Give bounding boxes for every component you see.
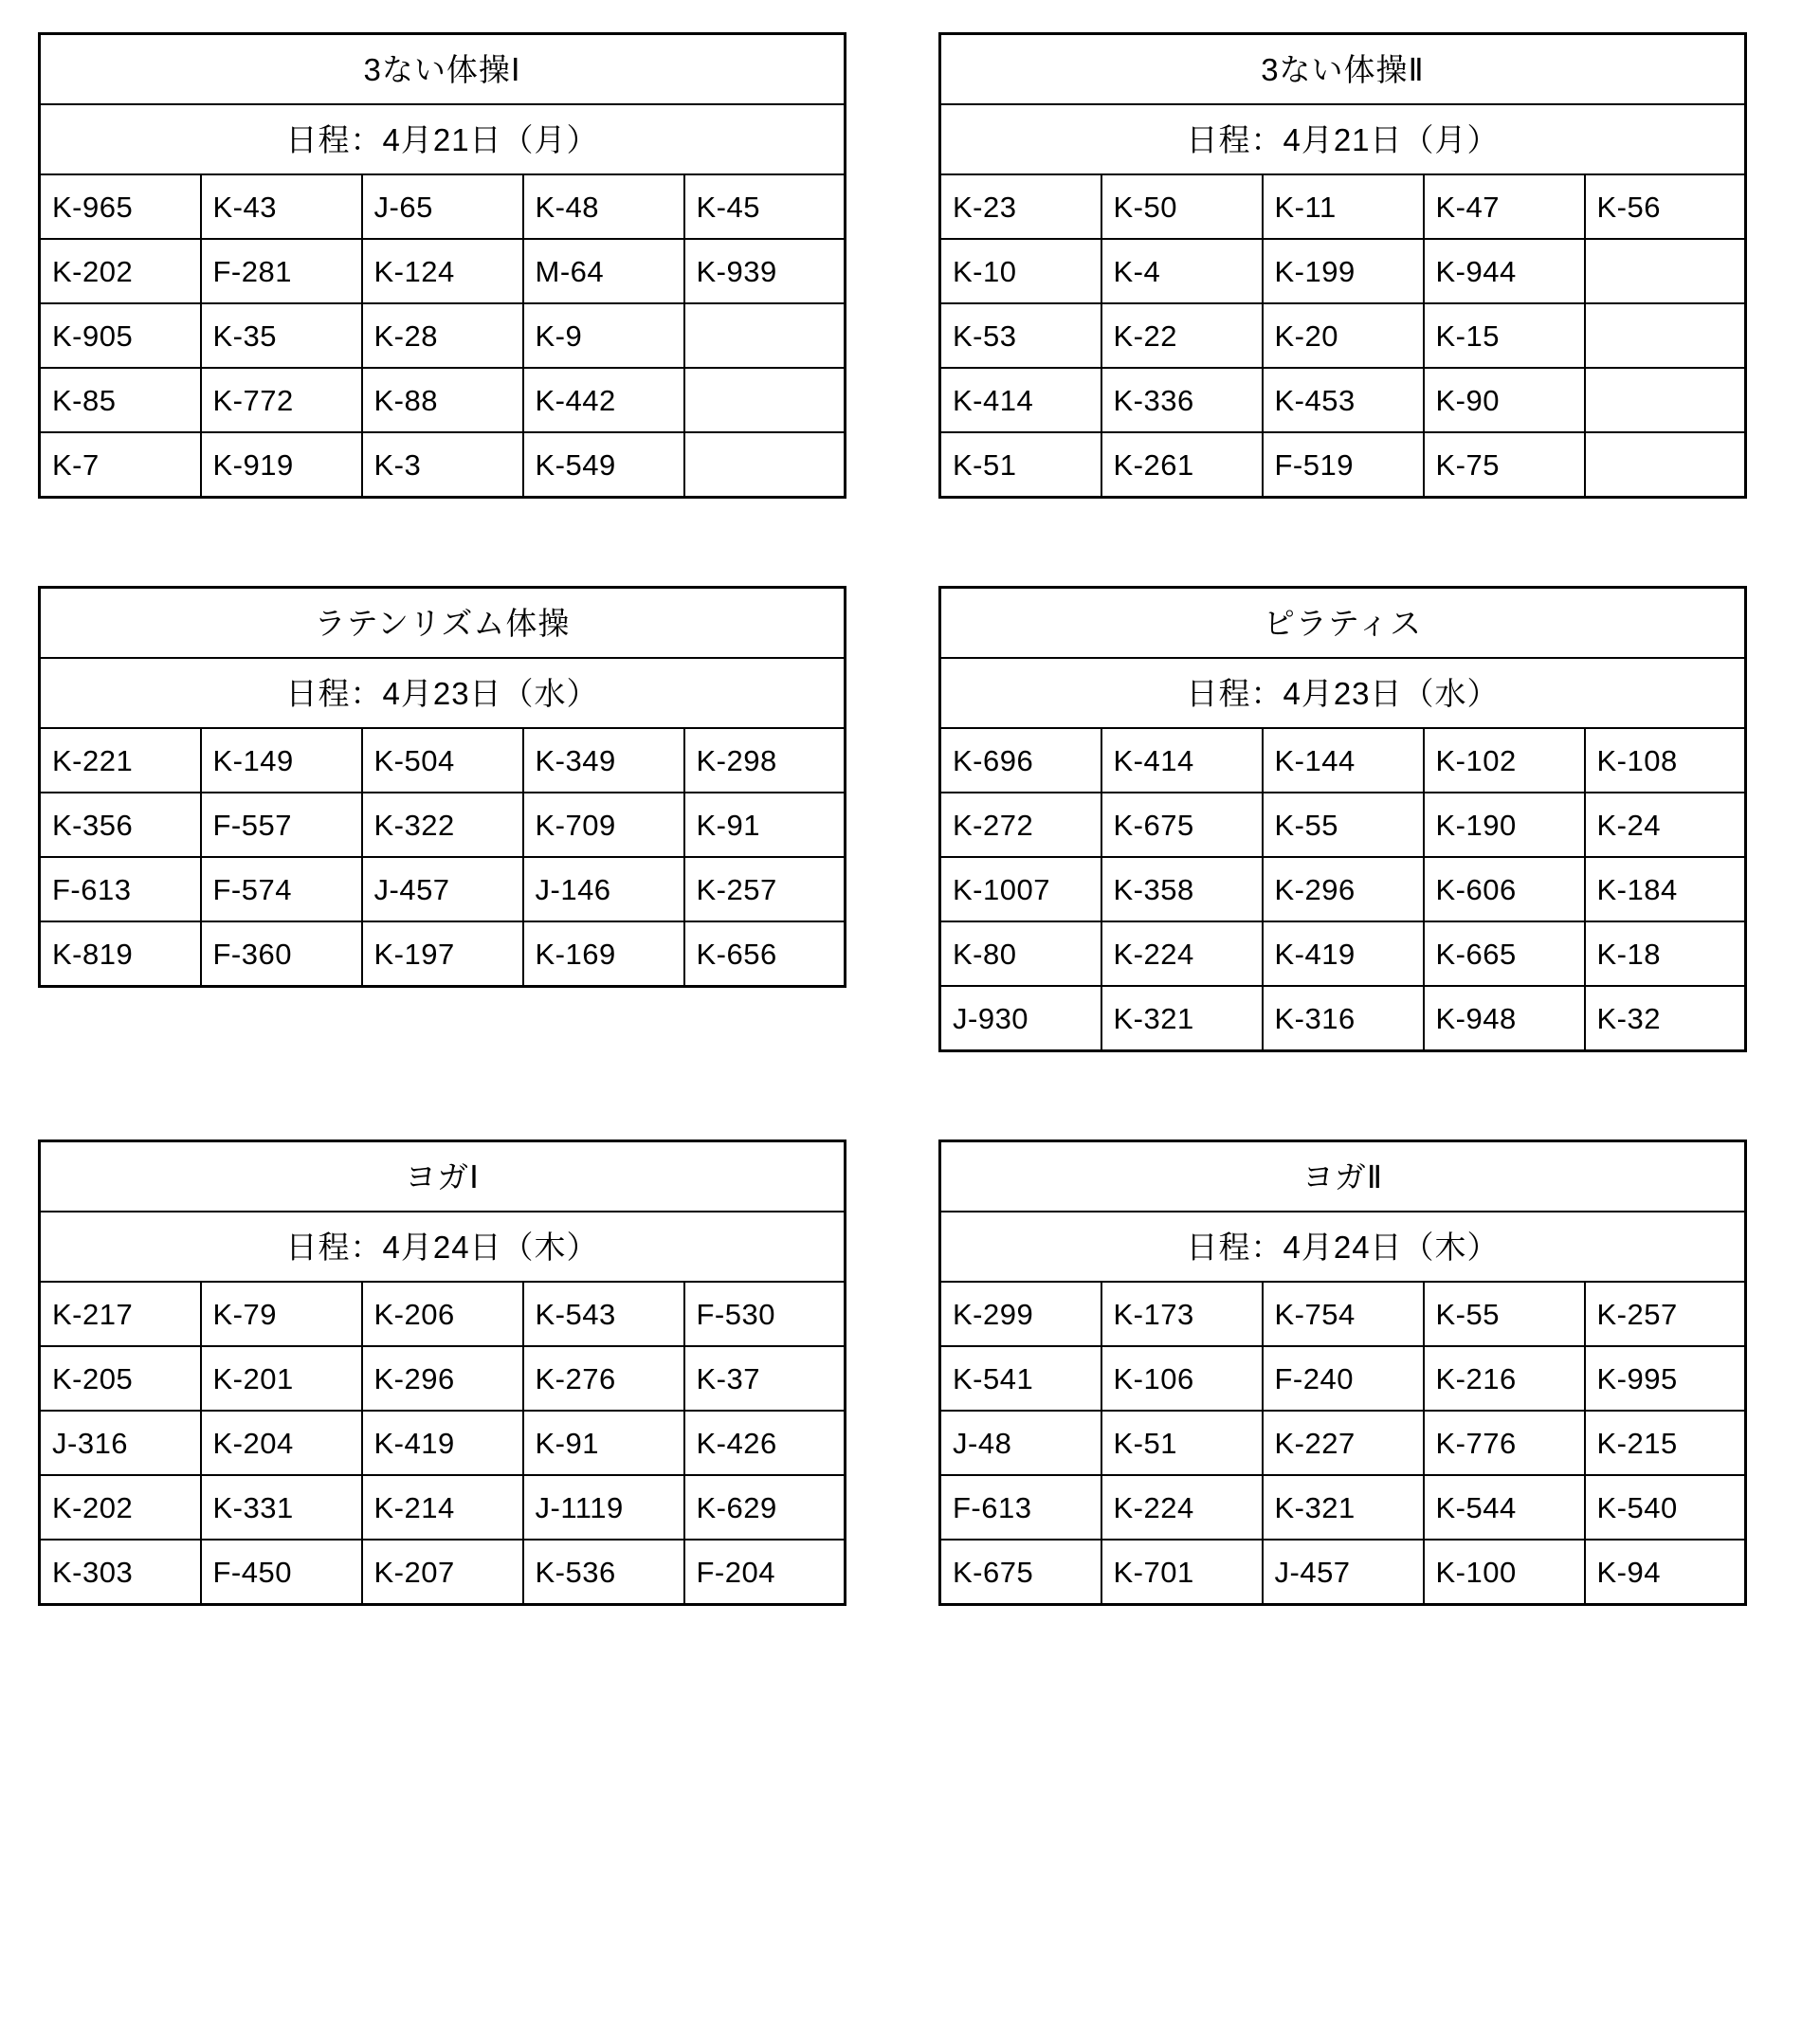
table-row — [940, 728, 1746, 793]
table-cell: J-457 — [1263, 1540, 1424, 1605]
table-cell: K-276 — [523, 1346, 684, 1411]
schedule-card — [38, 586, 844, 1052]
table-cell: F-613 — [940, 1475, 1101, 1540]
table-cell: K-94 — [1585, 1540, 1746, 1605]
table-schedule: 日程：4月23日（水） — [940, 658, 1746, 728]
table-cell: F-530 — [684, 1282, 846, 1346]
table-row — [40, 1282, 846, 1346]
table-row — [40, 174, 846, 239]
table-cell: K-91 — [523, 1411, 684, 1475]
table-cell: K-144 — [1263, 728, 1424, 793]
table-row — [940, 303, 1746, 368]
table-cell: K-665 — [1424, 921, 1585, 986]
table-cell: K-772 — [201, 368, 362, 432]
table-cell: K-709 — [523, 793, 684, 857]
table-title: 3ない体操Ⅱ — [940, 34, 1746, 105]
schedule-table — [938, 1140, 1747, 1606]
table-title-row — [40, 34, 846, 105]
table-cell: F-613 — [40, 857, 201, 921]
table-cell: K-79 — [201, 1282, 362, 1346]
schedule-card — [38, 1140, 844, 1606]
table-cell: K-47 — [1424, 174, 1585, 239]
table-cell: F-519 — [1263, 432, 1424, 498]
table-cell: K-106 — [1101, 1346, 1263, 1411]
table-cell: K-190 — [1424, 793, 1585, 857]
table-cell-empty — [684, 303, 846, 368]
table-cell: K-55 — [1424, 1282, 1585, 1346]
table-schedule-row — [940, 1212, 1746, 1282]
schedule-card — [938, 32, 1744, 499]
table-cell: K-701 — [1101, 1540, 1263, 1605]
table-cell: K-298 — [684, 728, 846, 793]
table-cell: J-65 — [362, 174, 523, 239]
table-cell: K-754 — [1263, 1282, 1424, 1346]
table-row — [40, 857, 846, 921]
table-cell: K-227 — [1263, 1411, 1424, 1475]
table-cell: K-939 — [684, 239, 846, 303]
table-cell: K-214 — [362, 1475, 523, 1540]
table-cell: K-202 — [40, 239, 201, 303]
table-cell: K-53 — [940, 303, 1101, 368]
table-cell: K-536 — [523, 1540, 684, 1605]
table-cell: K-426 — [684, 1411, 846, 1475]
table-schedule-row — [940, 104, 1746, 174]
table-cell: K-207 — [362, 1540, 523, 1605]
table-cell: K-173 — [1101, 1282, 1263, 1346]
table-cell: K-216 — [1424, 1346, 1585, 1411]
table-schedule-row — [40, 658, 846, 728]
table-cell: K-419 — [362, 1411, 523, 1475]
table-cell: K-629 — [684, 1475, 846, 1540]
table-title: ラテンリズム体操 — [40, 588, 846, 659]
table-title: 3ない体操Ⅰ — [40, 34, 846, 105]
table-title-row — [940, 34, 1746, 105]
table-cell: K-948 — [1424, 986, 1585, 1051]
table-cell: J-457 — [362, 857, 523, 921]
table-cell: K-24 — [1585, 793, 1746, 857]
table-cell: K-349 — [523, 728, 684, 793]
table-cell: K-299 — [940, 1282, 1101, 1346]
table-cell: K-206 — [362, 1282, 523, 1346]
table-cell: K-124 — [362, 239, 523, 303]
table-cell: K-23 — [940, 174, 1101, 239]
table-cell: K-202 — [40, 1475, 201, 1540]
table-cell: K-656 — [684, 921, 846, 987]
table-cell: K-43 — [201, 174, 362, 239]
table-cell: K-543 — [523, 1282, 684, 1346]
table-cell: K-51 — [940, 432, 1101, 498]
table-row — [940, 793, 1746, 857]
table-cell: K-85 — [40, 368, 201, 432]
table-cell: K-995 — [1585, 1346, 1746, 1411]
table-row — [940, 921, 1746, 986]
table-cell: K-453 — [1263, 368, 1424, 432]
table-cell: K-442 — [523, 368, 684, 432]
table-cell: K-414 — [1101, 728, 1263, 793]
table-row — [940, 174, 1746, 239]
table-cell: K-544 — [1424, 1475, 1585, 1540]
table-cell: K-336 — [1101, 368, 1263, 432]
table-schedule-row — [40, 1212, 846, 1282]
table-cell: K-321 — [1263, 1475, 1424, 1540]
table-cell: F-574 — [201, 857, 362, 921]
table-title-row — [940, 1141, 1746, 1212]
table-cell: K-199 — [1263, 239, 1424, 303]
table-schedule-row — [940, 658, 1746, 728]
table-cell: K-819 — [40, 921, 201, 987]
table-cell: K-100 — [1424, 1540, 1585, 1605]
schedule-card — [938, 1140, 1744, 1606]
table-title-row — [40, 1141, 846, 1212]
table-cell: K-419 — [1263, 921, 1424, 986]
table-row — [40, 1346, 846, 1411]
table-cell: K-15 — [1424, 303, 1585, 368]
schedule-table — [38, 32, 846, 499]
table-cell: J-146 — [523, 857, 684, 921]
table-row — [40, 239, 846, 303]
table-row — [940, 1540, 1746, 1605]
table-cell: K-504 — [362, 728, 523, 793]
table-schedule: 日程：4月21日（月） — [940, 104, 1746, 174]
table-cell: K-51 — [1101, 1411, 1263, 1475]
table-cell: K-905 — [40, 303, 201, 368]
table-cell: K-18 — [1585, 921, 1746, 986]
schedule-table — [938, 32, 1747, 499]
table-row — [40, 303, 846, 368]
table-cell: K-261 — [1101, 432, 1263, 498]
table-cell: F-557 — [201, 793, 362, 857]
table-cell: K-184 — [1585, 857, 1746, 921]
table-cell: K-696 — [940, 728, 1101, 793]
table-cell: K-201 — [201, 1346, 362, 1411]
table-row — [940, 368, 1746, 432]
table-cell: K-75 — [1424, 432, 1585, 498]
table-cell: K-169 — [523, 921, 684, 987]
table-cell: K-316 — [1263, 986, 1424, 1051]
table-schedule: 日程：4月21日（月） — [40, 104, 846, 174]
table-cell: K-776 — [1424, 1411, 1585, 1475]
table-cell: K-9 — [523, 303, 684, 368]
table-cell: K-944 — [1424, 239, 1585, 303]
table-cell: K-35 — [201, 303, 362, 368]
table-cell-empty — [1585, 239, 1746, 303]
table-cell: K-197 — [362, 921, 523, 987]
table-title-row — [40, 588, 846, 659]
table-cell: K-10 — [940, 239, 1101, 303]
schedule-card — [38, 32, 844, 499]
table-cell-empty — [1585, 432, 1746, 498]
table-cell: K-108 — [1585, 728, 1746, 793]
table-title: ヨガⅡ — [940, 1141, 1746, 1212]
table-cell: K-56 — [1585, 174, 1746, 239]
table-cell-empty — [684, 368, 846, 432]
table-cell: K-414 — [940, 368, 1101, 432]
table-row — [40, 1540, 846, 1605]
table-row — [940, 239, 1746, 303]
table-cell: K-303 — [40, 1540, 201, 1605]
table-cell: K-257 — [684, 857, 846, 921]
table-cell: K-549 — [523, 432, 684, 498]
table-cell: K-224 — [1101, 1475, 1263, 1540]
table-row — [40, 368, 846, 432]
table-cell: K-204 — [201, 1411, 362, 1475]
table-cell: K-55 — [1263, 793, 1424, 857]
tables-grid — [38, 32, 1782, 1606]
table-cell: K-606 — [1424, 857, 1585, 921]
table-cell: K-965 — [40, 174, 201, 239]
table-cell: K-322 — [362, 793, 523, 857]
table-row — [40, 432, 846, 498]
schedule-card — [938, 586, 1744, 1052]
table-cell: K-22 — [1101, 303, 1263, 368]
table-cell: K-80 — [940, 921, 1101, 986]
table-cell: K-1007 — [940, 857, 1101, 921]
table-schedule-row — [40, 104, 846, 174]
table-cell: K-102 — [1424, 728, 1585, 793]
table-row — [940, 1282, 1746, 1346]
table-row — [40, 921, 846, 987]
table-cell: F-450 — [201, 1540, 362, 1605]
table-cell: K-675 — [940, 1540, 1101, 1605]
table-cell: K-7 — [40, 432, 201, 498]
table-cell: K-90 — [1424, 368, 1585, 432]
table-cell: J-1119 — [523, 1475, 684, 1540]
table-cell: K-4 — [1101, 239, 1263, 303]
table-cell: K-11 — [1263, 174, 1424, 239]
table-cell: K-358 — [1101, 857, 1263, 921]
table-cell: K-205 — [40, 1346, 201, 1411]
table-cell: J-930 — [940, 986, 1101, 1051]
table-cell: F-281 — [201, 239, 362, 303]
table-cell: K-37 — [684, 1346, 846, 1411]
table-cell: F-204 — [684, 1540, 846, 1605]
schedule-table — [38, 1140, 846, 1606]
table-cell: K-215 — [1585, 1411, 1746, 1475]
table-row — [940, 1411, 1746, 1475]
schedule-table — [938, 586, 1747, 1052]
table-cell: K-321 — [1101, 986, 1263, 1051]
table-row — [40, 793, 846, 857]
table-title-row — [940, 588, 1746, 659]
table-cell: K-88 — [362, 368, 523, 432]
table-cell: K-257 — [1585, 1282, 1746, 1346]
table-cell: K-48 — [523, 174, 684, 239]
table-cell: K-32 — [1585, 986, 1746, 1051]
schedule-table — [38, 586, 846, 988]
table-row — [940, 1346, 1746, 1411]
table-cell-empty — [1585, 368, 1746, 432]
table-cell: K-919 — [201, 432, 362, 498]
table-title: ピラティス — [940, 588, 1746, 659]
table-cell: K-149 — [201, 728, 362, 793]
table-cell: K-221 — [40, 728, 201, 793]
table-row — [40, 728, 846, 793]
table-cell: K-224 — [1101, 921, 1263, 986]
table-row — [940, 432, 1746, 498]
table-cell: K-217 — [40, 1282, 201, 1346]
table-cell: K-296 — [362, 1346, 523, 1411]
table-row — [40, 1475, 846, 1540]
table-schedule: 日程：4月23日（水） — [40, 658, 846, 728]
table-cell: K-3 — [362, 432, 523, 498]
table-schedule: 日程：4月24日（木） — [40, 1212, 846, 1282]
table-cell: M-64 — [523, 239, 684, 303]
table-cell: K-272 — [940, 793, 1101, 857]
table-cell: K-331 — [201, 1475, 362, 1540]
table-row — [40, 1411, 846, 1475]
table-cell: K-675 — [1101, 793, 1263, 857]
table-cell-empty — [684, 432, 846, 498]
table-cell-empty — [1585, 303, 1746, 368]
table-cell: F-360 — [201, 921, 362, 987]
table-row — [940, 1475, 1746, 1540]
table-cell: K-541 — [940, 1346, 1101, 1411]
table-cell: F-240 — [1263, 1346, 1424, 1411]
table-cell: K-296 — [1263, 857, 1424, 921]
table-cell: J-48 — [940, 1411, 1101, 1475]
table-cell: K-50 — [1101, 174, 1263, 239]
table-row — [940, 857, 1746, 921]
table-cell: K-20 — [1263, 303, 1424, 368]
table-row — [940, 986, 1746, 1051]
table-cell: K-45 — [684, 174, 846, 239]
table-cell: K-356 — [40, 793, 201, 857]
table-schedule: 日程：4月24日（木） — [940, 1212, 1746, 1282]
table-cell: J-316 — [40, 1411, 201, 1475]
table-title: ヨガⅠ — [40, 1141, 846, 1212]
table-cell: K-28 — [362, 303, 523, 368]
table-cell: K-540 — [1585, 1475, 1746, 1540]
table-cell: K-91 — [684, 793, 846, 857]
